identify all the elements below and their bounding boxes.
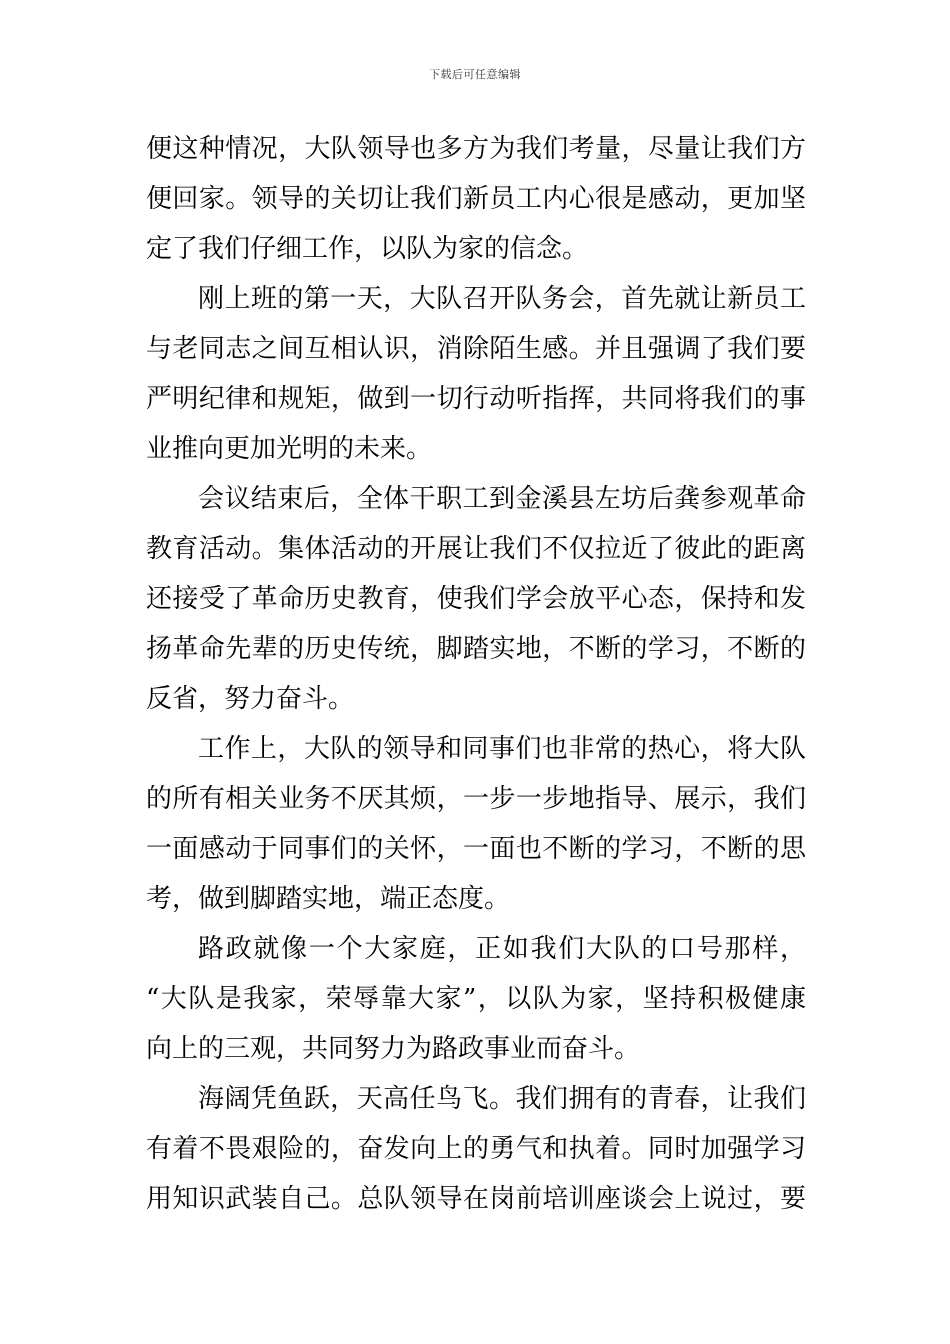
text-line: 工作上，大队的领导和同事们也非常的热心，将大队 <box>198 734 806 764</box>
text-line: “大队是我家，荣辱靠大家”，以队为家，坚持积极健康 <box>146 984 806 1014</box>
text-line: 海阔凭鱼跃，天高任鸟飞。我们拥有的青春，让我们 <box>198 1084 806 1114</box>
text-line: 的所有相关业务不厌其烦，一步一步地指导、展示，我们 <box>146 784 806 814</box>
text-line: 一面感动于同事们的关怀，一面也不断的学习，不断的思 <box>146 834 806 864</box>
text-line: 用知识武装自己。总队领导在岗前培训座谈会上说过，要 <box>146 1184 806 1214</box>
text-line: 业推向更加光明的未来。 <box>146 434 433 464</box>
text-line: 定了我们仔细工作，以队为家的信念。 <box>146 234 589 264</box>
page-header: 下载后可任意编辑 <box>429 68 521 81</box>
text-line: 便这种情况，大队领导也多方为我们考量，尽量让我们方 <box>146 134 806 164</box>
text-line: 有着不畏艰险的，奋发向上的勇气和执着。同时加强学习 <box>146 1134 806 1164</box>
text-line: 扬革命先辈的历史传统，脚踏实地，不断的学习，不断的 <box>146 634 806 664</box>
text-line: 考，做到脚踏实地，端正态度。 <box>146 884 511 914</box>
text-line: 教育活动。集体活动的开展让我们不仅拉近了彼此的距离 <box>146 534 806 564</box>
text-line: 刚上班的第一天，大队召开队务会，首先就让新员工 <box>198 284 806 314</box>
text-line: 严明纪律和规矩，做到一切行动听指挥，共同将我们的事 <box>146 384 806 414</box>
text-line: 会议结束后，全体干职工到金溪县左坊后龚参观革命 <box>198 484 806 514</box>
text-line: 反省，努力奋斗。 <box>146 684 355 714</box>
text-line: 还接受了革命历史教育，使我们学会放平心态，保持和发 <box>146 584 806 614</box>
text-line: 便回家。领导的关切让我们新员工内心很是感动，更加坚 <box>146 184 806 214</box>
text-line: 路政就像一个大家庭，正如我们大队的口号那样， <box>198 934 806 964</box>
document-body <box>146 124 806 1224</box>
text-line: 与老同志之间互相认识，消除陌生感。并且强调了我们要 <box>146 334 806 364</box>
text-line: 向上的三观，共同努力为路政事业而奋斗。 <box>146 1034 641 1064</box>
